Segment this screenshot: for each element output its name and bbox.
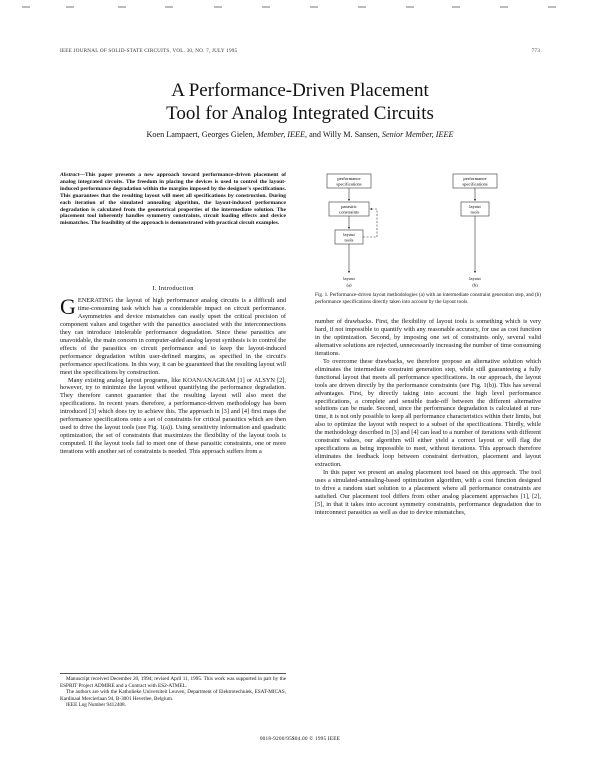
- author-1: Koen Lampaert, Georges Gielen,: [146, 130, 255, 139]
- box-perf-spec-b-l2: specifications: [462, 181, 488, 187]
- intro-paragraph-2: Many existing analog layout programs, like KOAN/ANAGRAM [1] or ALSYN [2], however, try to minimize the layout without quantifying the performance degradation. They therefore cannot guarantee that the resulting layout will also meet the specifications. In recent years therefore, a performance-driven methodology has been introduced [3] which does try to achieve this. The approach in [3] and [4] first maps the performance specifications onto a set of constraints for critical parasitics which are then used to drive the layout tools (see Fig. 1(a)). Using sensitivity information and quadratic optimization, the set of constraints that maximizes the flexibility of the layout tools is computed. If the layout tools fail to meet one of these parasitic constraints, one or more iterations with another set of constraints is needed. This approach suffers from a: [60, 376, 286, 456]
- running-head-text: IEEE JOURNAL OF SOLID-STATE CIRCUITS, VOL. 30, NO. 7, JULY 1995: [60, 48, 238, 54]
- dash: [165, 6, 173, 8]
- page-number: 773: [531, 48, 540, 54]
- intro-paragraph-1: [60, 294, 286, 377]
- right-paragraph-1: number of drawbacks. First, the flexibility of layout tools is something which is very hard, if not impossible to quantify with any reasonable accuracy, for use as cost function in the optimization. Second, by imposing one set of constraints only, several valid alternative solutions are rejected, unnecessarily increasing the number of time consuming iterations.: [315, 318, 541, 357]
- author-2: and Willy M. Sansen,: [309, 130, 380, 139]
- footnote-received: Manuscript received December 20, 1994; revised April 11, 1995. This work was supported in part by the ESPRIT Project ADMIRE and a Contract with ES2-ATMEL.: [60, 676, 286, 689]
- copyright-line: 0018-9200/95$04.00 © 1995 IEEE: [259, 736, 341, 742]
- paper-title: [60, 79, 540, 125]
- author-2-role: Senior Member, IEEE: [381, 130, 454, 139]
- box-layout-tools-a-l1: layout: [343, 232, 355, 237]
- section-heading: I. Introduction: [152, 285, 194, 292]
- author-line: [60, 130, 540, 139]
- title-line-1: A Performance-Driven Placement: [171, 80, 429, 101]
- intro-body: [60, 294, 286, 456]
- figure-label-b: (b): [472, 282, 478, 288]
- dash: [452, 6, 460, 8]
- intro-p1-text: ENERATING the layout of high performance analog circuits is a difficult and time-consuming task which has a considerable impact on circuit performance. Asymmetries and device mismatches can easily upset the critical precision of component values and together with the parasitics associated with the interconnections they can introduce intolerable performance degradation. Since these parasitics are unavoidable, the main concern in computer-aided analog layout synthesis is to control the effects of the parasitics on circuit performance and to keep the layout-induced performance degradation within user-defined margins, as specified in the circuit's performance specifications. In this way, it can be guaranteed that the resulting layout will meet the specifications by construction.: [60, 297, 286, 376]
- footnote: [60, 673, 286, 709]
- scan-artifact-dashes: [0, 6, 600, 14]
- abstract-lead: Abstract—: [60, 172, 85, 178]
- drop-cap: G: [60, 294, 76, 319]
- box-perf-spec-a-l2: specifications: [336, 181, 362, 187]
- figure-caption: Fig. 1. Performance-driven layout methodologies (a) with an intermediate constraint generation step, and (b) performance specifications directly taken into account by the layout tools.: [315, 292, 541, 305]
- figure-1-diagram: [315, 170, 541, 288]
- box-layout-tools-b-l1: layout: [469, 204, 481, 209]
- author-1-role: Member, IEEE,: [256, 130, 308, 139]
- box-parasitic-l2: constraints: [339, 209, 359, 215]
- dash: [500, 6, 508, 8]
- dash: [262, 6, 270, 8]
- abstract-text: This paper presents a new approach toward performance-driven placement of analog integrated circuits. The freedom in placing the devices is used to control the layout-induced performance degradation within the margins imposed by the designer's specifications. This guarantees that the resulting layout will meet all specifications by construction. During each iteration of the simulated annealing algorithm, the layout-induced performance degradation is calculated from the geometrical properties of the intermediate solution. The placement tool inherently handles symmetry constraints, circuit loading effects and device mismatches. The feasibility of the approach is demonstrated with practical circuit examples.: [60, 172, 286, 227]
- figure-label-a: (a): [346, 282, 352, 288]
- right-paragraph-3: In this paper we present an analog placement tool based on this approach. The tool uses a simulated-annealing-based optimization algorithm, with a cost function designed to drive a random start solution to a placement where all performance constraints are satisfied. Our placement tool differs from other analog placement approaches [1], [2], [5], in that it takes into account symmetry constraints, performance degradation due to interconnect parasitics as well as due to device mismatches,: [315, 469, 541, 516]
- box-layout-tools-a-l2: tools: [344, 237, 354, 243]
- dash: [66, 6, 74, 8]
- box-perf-spec-a-l1: performance: [337, 176, 361, 181]
- dash: [22, 6, 30, 8]
- figure-1: [315, 170, 541, 288]
- dash: [406, 6, 414, 8]
- dash: [548, 6, 556, 8]
- dash: [310, 6, 318, 8]
- footnote-affiliation: The authors are with the Katholieke Universiteit Leuven, Department of Elektrotechniek, ESAT-MICAS, Kardinaal Mercierlaan 94, B-3001 Heverlee, Belgium.: [60, 689, 286, 702]
- feedback-arrow: [363, 209, 377, 237]
- abstract: [60, 172, 286, 227]
- box-parasitic-l1: parasitic: [341, 204, 357, 209]
- dash: [118, 6, 126, 8]
- dash: [358, 6, 366, 8]
- box-perf-spec-b-l1: performance: [463, 176, 487, 181]
- right-paragraph-2: To overcome these drawbacks, we therefore propose an alternative solution which eliminates the intermediate constraint generation step, while still guaranteeing a fully functional layout that meets all performance specifications. In our approach, the layout tools are driven directly by the performance constraints (see Fig. 1(b)). This has several advantages. First, by directly taking into account the high level performance specifications, a complete and sensible trade-off between the different alternative solutions can be made. Second, since the performance degradation is calculated at run-time, it is not only possible to keep all performance characteristics within their limits, but also to optimize the layout with respect to a subset of the specifications. Thirdly, while the methodology described in [3] and [4] can lead to a number of iterations with different constraint values, our algorithm will either yield a correct layout or will flag the specifications as being impossible to meet, without iterations. This approach therefore eliminates the feedback loop between constraint derivation, placement and layout extraction.: [315, 357, 541, 469]
- running-header: [60, 48, 540, 54]
- footnote-log: IEEE Log Number 9412408.: [66, 702, 126, 709]
- layout-label-b: layout: [469, 276, 481, 281]
- layout-label-a: layout: [343, 276, 355, 281]
- title-line-2: Tool for Analog Integrated Circuits: [166, 103, 434, 124]
- right-column-body: [315, 318, 541, 517]
- box-layout-tools-b-l2: tools: [470, 209, 480, 215]
- dash: [214, 6, 222, 8]
